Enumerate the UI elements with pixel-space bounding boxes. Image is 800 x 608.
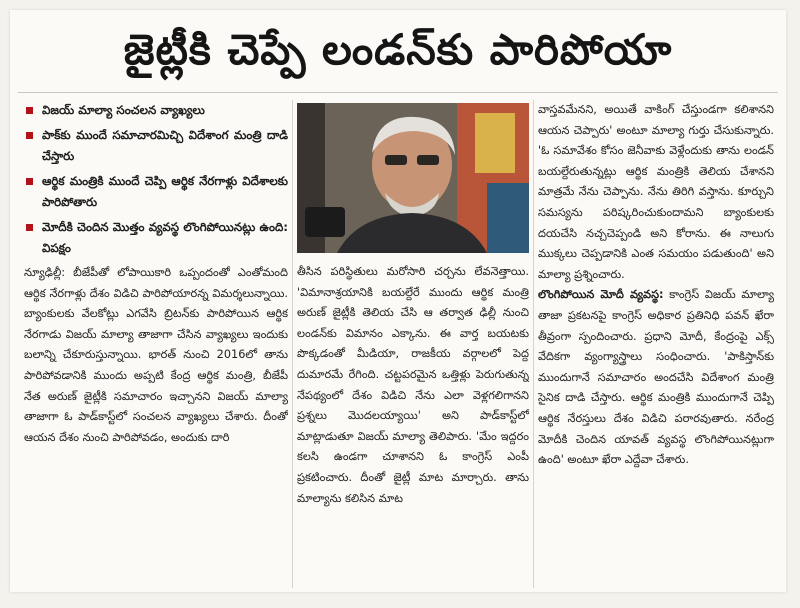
article-paragraph-4: లొంగిపోయిన మోదీ వ్యవస్థ: కాంగ్రెస్ విజయ్ మాల్యా తాజా ప్రకటనపై కాంగ్రెస్ అధికార ప్రతినిధి పవన్ ఖేరా తీవ్రంగా స్పందించారు. ప్రధాని మోదీ, కేంద్రంపై ఎక్స్ వేదికగా వ్యంగ్యాస్త్రాలు సంధించారు. 'పాకిస్తాన్‌కు ముందుగానే సమాచారం అందచేసి విదేశాంగ మంత్రి సైనిక దాడి చేస్తారు. ఆర్థిక మంత్రికి ముందుగానే చెప్పి ఆర్థిక నేరస్తులు దేశం విడిచి పరారవుతారు. నరేంద్ర మోదీకి చెందిన యావత్ వ్యవస్థ లొంగిపోయినట్లుగా ఉంది' అంటూ ఖేరా ఎద్దేవా చేశారు. [538, 288, 774, 467]
headline-rule [18, 92, 778, 93]
column-2 [297, 262, 529, 509]
highlight-item: ఆర్థిక మంత్రికి ముందే చెప్పి ఆర్థిక నేరగాళ్లు విదేశాలకు పారిపోతారు [24, 171, 288, 213]
article-paragraph-3: వాస్తవమేనని, అయితే వాకింగ్ చేస్తుండగా కలిశానని ఆయన చెప్పారు' అంటూ మాల్యా గుర్తు చేసుకున్నారు. 'ఓ సమావేశం కోసం జెనీవాకు వెళ్లేందుకు తాను లండన్ బయల్దేరుతున్నట్లు ఆర్థిక మంత్రికి తెలియ చేశానని మాత్రమే నేను చెప్పాను. నేను తిరిగి వస్తాను. కూర్చుని సమస్యను పరిష్కరించుకుందామని బ్యాంకులకు దయచేసి నచ్చచెప్పండి అని కోరాను. ఈ నాలుగు ముక్కలు చెప్పడానికి ఎంత సమయం పడుతుంది' అని మాల్యా ప్రశ్నించారు. [538, 103, 774, 281]
column-3 [538, 100, 774, 471]
bullet-square-icon [26, 132, 33, 139]
column-divider [533, 100, 534, 588]
bullet-square-icon [26, 224, 33, 231]
article-paragraph-2: తీసిన పరిస్థితులు మరోసారి చర్చను లేవనెత్తాయి. 'విమానాశ్రయానికి బయల్దేరే ముందు ఆర్థిక మంత్రి అరుణ్ జైట్లీకి తెలియ చేసి ఆ తర్వాత ఢిల్లీ నుంచి లండన్‌కు విమానం ఎక్కాను. ఈ వార్త బయటకు పొక్కడంతో మీడియా, రాజకీయ వర్గాలలో పెద్ద దుమారమే రేగింది. చట్టపరమైన ఒత్తిళ్లు పెరుగుతున్న నేపథ్యంలో దేశం విడిచి నేను ఎలా వెళ్లగలిగానని ప్రశ్నలు మొదలయ్యాయి' అని పాడ్‌కాస్ట్‌లో మాట్లాడుతూ విజయ్ మాల్యా తెలిపారు. 'మేం ఇద్దరం కలసి ఉండగా చూశానని ఓ కాంగ్రెస్ ఎంపీ ప్రకటించారు. దీంతో జైట్లీ మాట మార్చారు. తాను మాల్యాను కలిసిన మాట [297, 265, 529, 505]
highlight-item: విజయ్ మాల్యా సంచలన వ్యాఖ్యలు [24, 100, 288, 121]
bullet-square-icon [26, 178, 33, 185]
bullet-square-icon [26, 107, 33, 114]
highlights-list [24, 100, 288, 259]
section-subhead: లొంగిపోయిన మోదీ వ్యవస్థ: [538, 288, 664, 302]
article-paragraph-1: న్యూఢిల్లీ: బీజేపీతో లోపాయికారి ఒప్పందంతో ఎంతోమంది ఆర్థిక నేరగాళ్లు దేశం విడిచి పారిపోయారన్న విమర్శలున్నాయి. బ్యాంకులకు వేలకోట్లు ఎగవేసి బ్రిటన్‌కు పారిపోయిన ఆర్థిక నేరగాడు విజయ్ మాల్యా తాజాగా చేసిన వ్యాఖ్యలు ఇందుకు బలాన్ని చేకూరుస్తున్నాయి. భారత్ నుంచి 2016లో తాను పారిపోవడానికి ముందు అప్పటి కేంద్ర ఆర్థిక మంత్రి, బీజేపీ నేత అరుణ్ జైట్లీకి సమాచారం ఇచ్చానని విజయ్ మాల్యా తాజాగా ఓ పాడ్‌కాస్ట్‌లో సంచలన వ్యాఖ్యలు చేశారు. దీంతో ఆయన దేశం నుంచి పారిపోవడం, అందుకు దారి [24, 266, 288, 444]
portrait-illustration [297, 103, 529, 253]
vijay-mallya-photo [297, 103, 529, 253]
column-1 [24, 100, 288, 448]
newspaper-clipping [10, 10, 786, 592]
headline: జైట్లీకి చెప్పే లండన్‌కు పారిపోయా [123, 25, 673, 74]
column-divider [292, 100, 293, 588]
highlight-item: మోదీకి చెందిన మొత్తం వ్యవస్థ లొంగిపోయినట్లు ఉంది: విపక్షం [24, 217, 288, 259]
highlight-item: పాక్‌కు ముందే సమాచారమిచ్చి విదేశాంగ మంత్రి దాడి చేస్తారు [24, 125, 288, 167]
